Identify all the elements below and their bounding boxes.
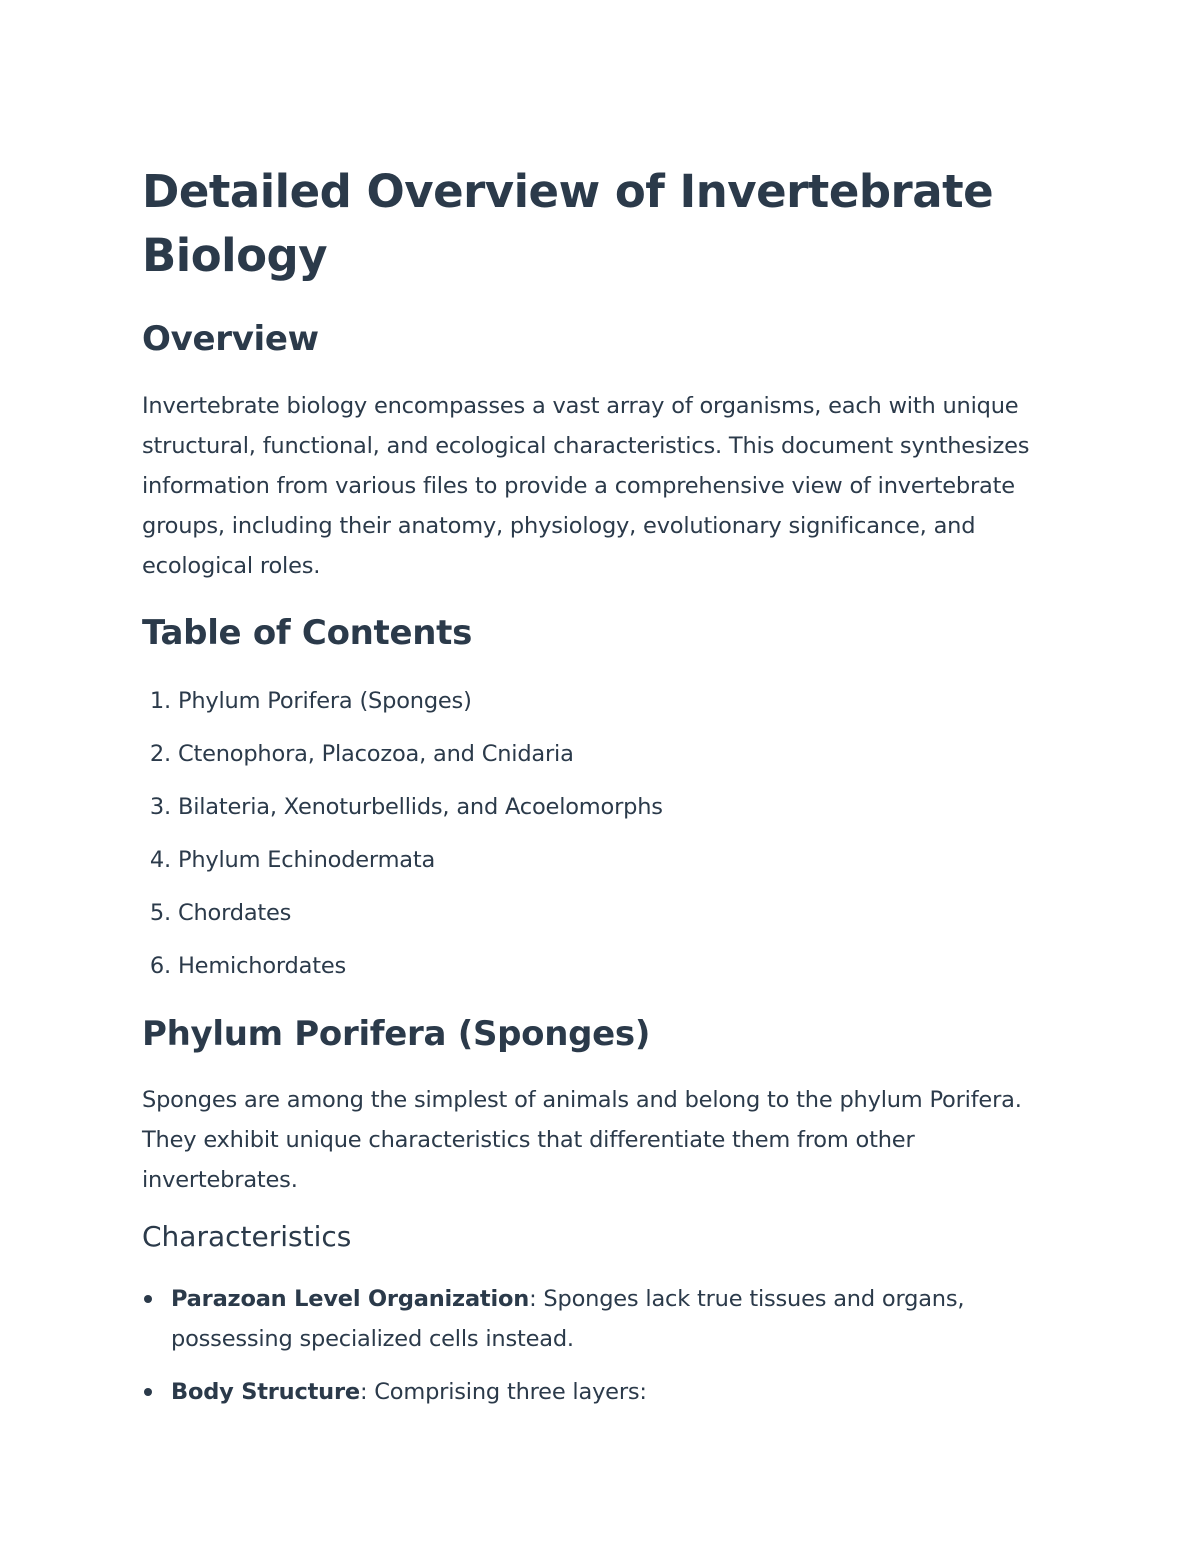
list-item: [142, 1372, 1072, 1412]
list-item-term: Parazoan Level Organization: [171, 1286, 530, 1312]
list-item-term: Body Structure: [171, 1379, 360, 1405]
toc-item-label: Ctenophora, Placozoa, and Cnidaria: [177, 741, 574, 767]
toc-item-echinodermata[interactable]: [142, 840, 663, 893]
toc-item-hemichordates[interactable]: [142, 946, 663, 999]
table-of-contents: [142, 681, 663, 999]
bullet-icon: [144, 1295, 152, 1303]
overview-heading: Overview: [142, 319, 319, 359]
toc-item-label: Phylum Porifera (Sponges): [177, 688, 472, 714]
toc-heading: Table of Contents: [142, 613, 473, 653]
porifera-heading: Phylum Porifera (Sponges): [142, 1014, 651, 1054]
bullet-icon: [144, 1388, 152, 1396]
toc-item-label: Hemichordates: [177, 953, 346, 979]
toc-item-number: 6.: [149, 953, 171, 979]
toc-item-label: Bilateria, Xenoturbellids, and Acoelomorphs: [177, 794, 663, 820]
toc-item-number: 1.: [149, 688, 171, 714]
list-item-text: : Comprising three layers:: [359, 1379, 647, 1405]
toc-item-bilateria[interactable]: [142, 787, 663, 840]
document-title: Detailed Overview of Invertebrate Biology: [142, 165, 994, 282]
toc-item-chordates[interactable]: [142, 893, 663, 946]
toc-item-label: Phylum Echinodermata: [177, 847, 436, 873]
overview-paragraph: Invertebrate biology encompasses a vast array of organisms, each with unique structural, functional, and ecological characteristics. This document synthesizes information from various files to provide a comprehensive view of invertebrate groups, including their anatomy, physiology, evolutionary significance, and ecological roles.: [142, 393, 1030, 579]
toc-item-number: 2.: [149, 741, 171, 767]
toc-item-number: 4.: [149, 847, 171, 873]
toc-item-number: 3.: [149, 794, 171, 820]
toc-item-label: Chordates: [177, 900, 292, 926]
toc-item-ctenophora[interactable]: [142, 734, 663, 787]
toc-item-porifera[interactable]: [142, 681, 663, 734]
characteristics-heading: Characteristics: [142, 1220, 352, 1253]
list-item: [142, 1279, 1072, 1359]
porifera-paragraph: Sponges are among the simplest of animals and belong to the phylum Porifera. They exhibit unique characteristics that differentiate them from other invertebrates.: [142, 1087, 1022, 1193]
list-item-text: : Sponges lack true tissues and organs, possessing specialized cells instead.: [171, 1286, 965, 1352]
characteristics-list: [142, 1279, 1072, 1425]
toc-item-number: 5.: [149, 900, 171, 926]
